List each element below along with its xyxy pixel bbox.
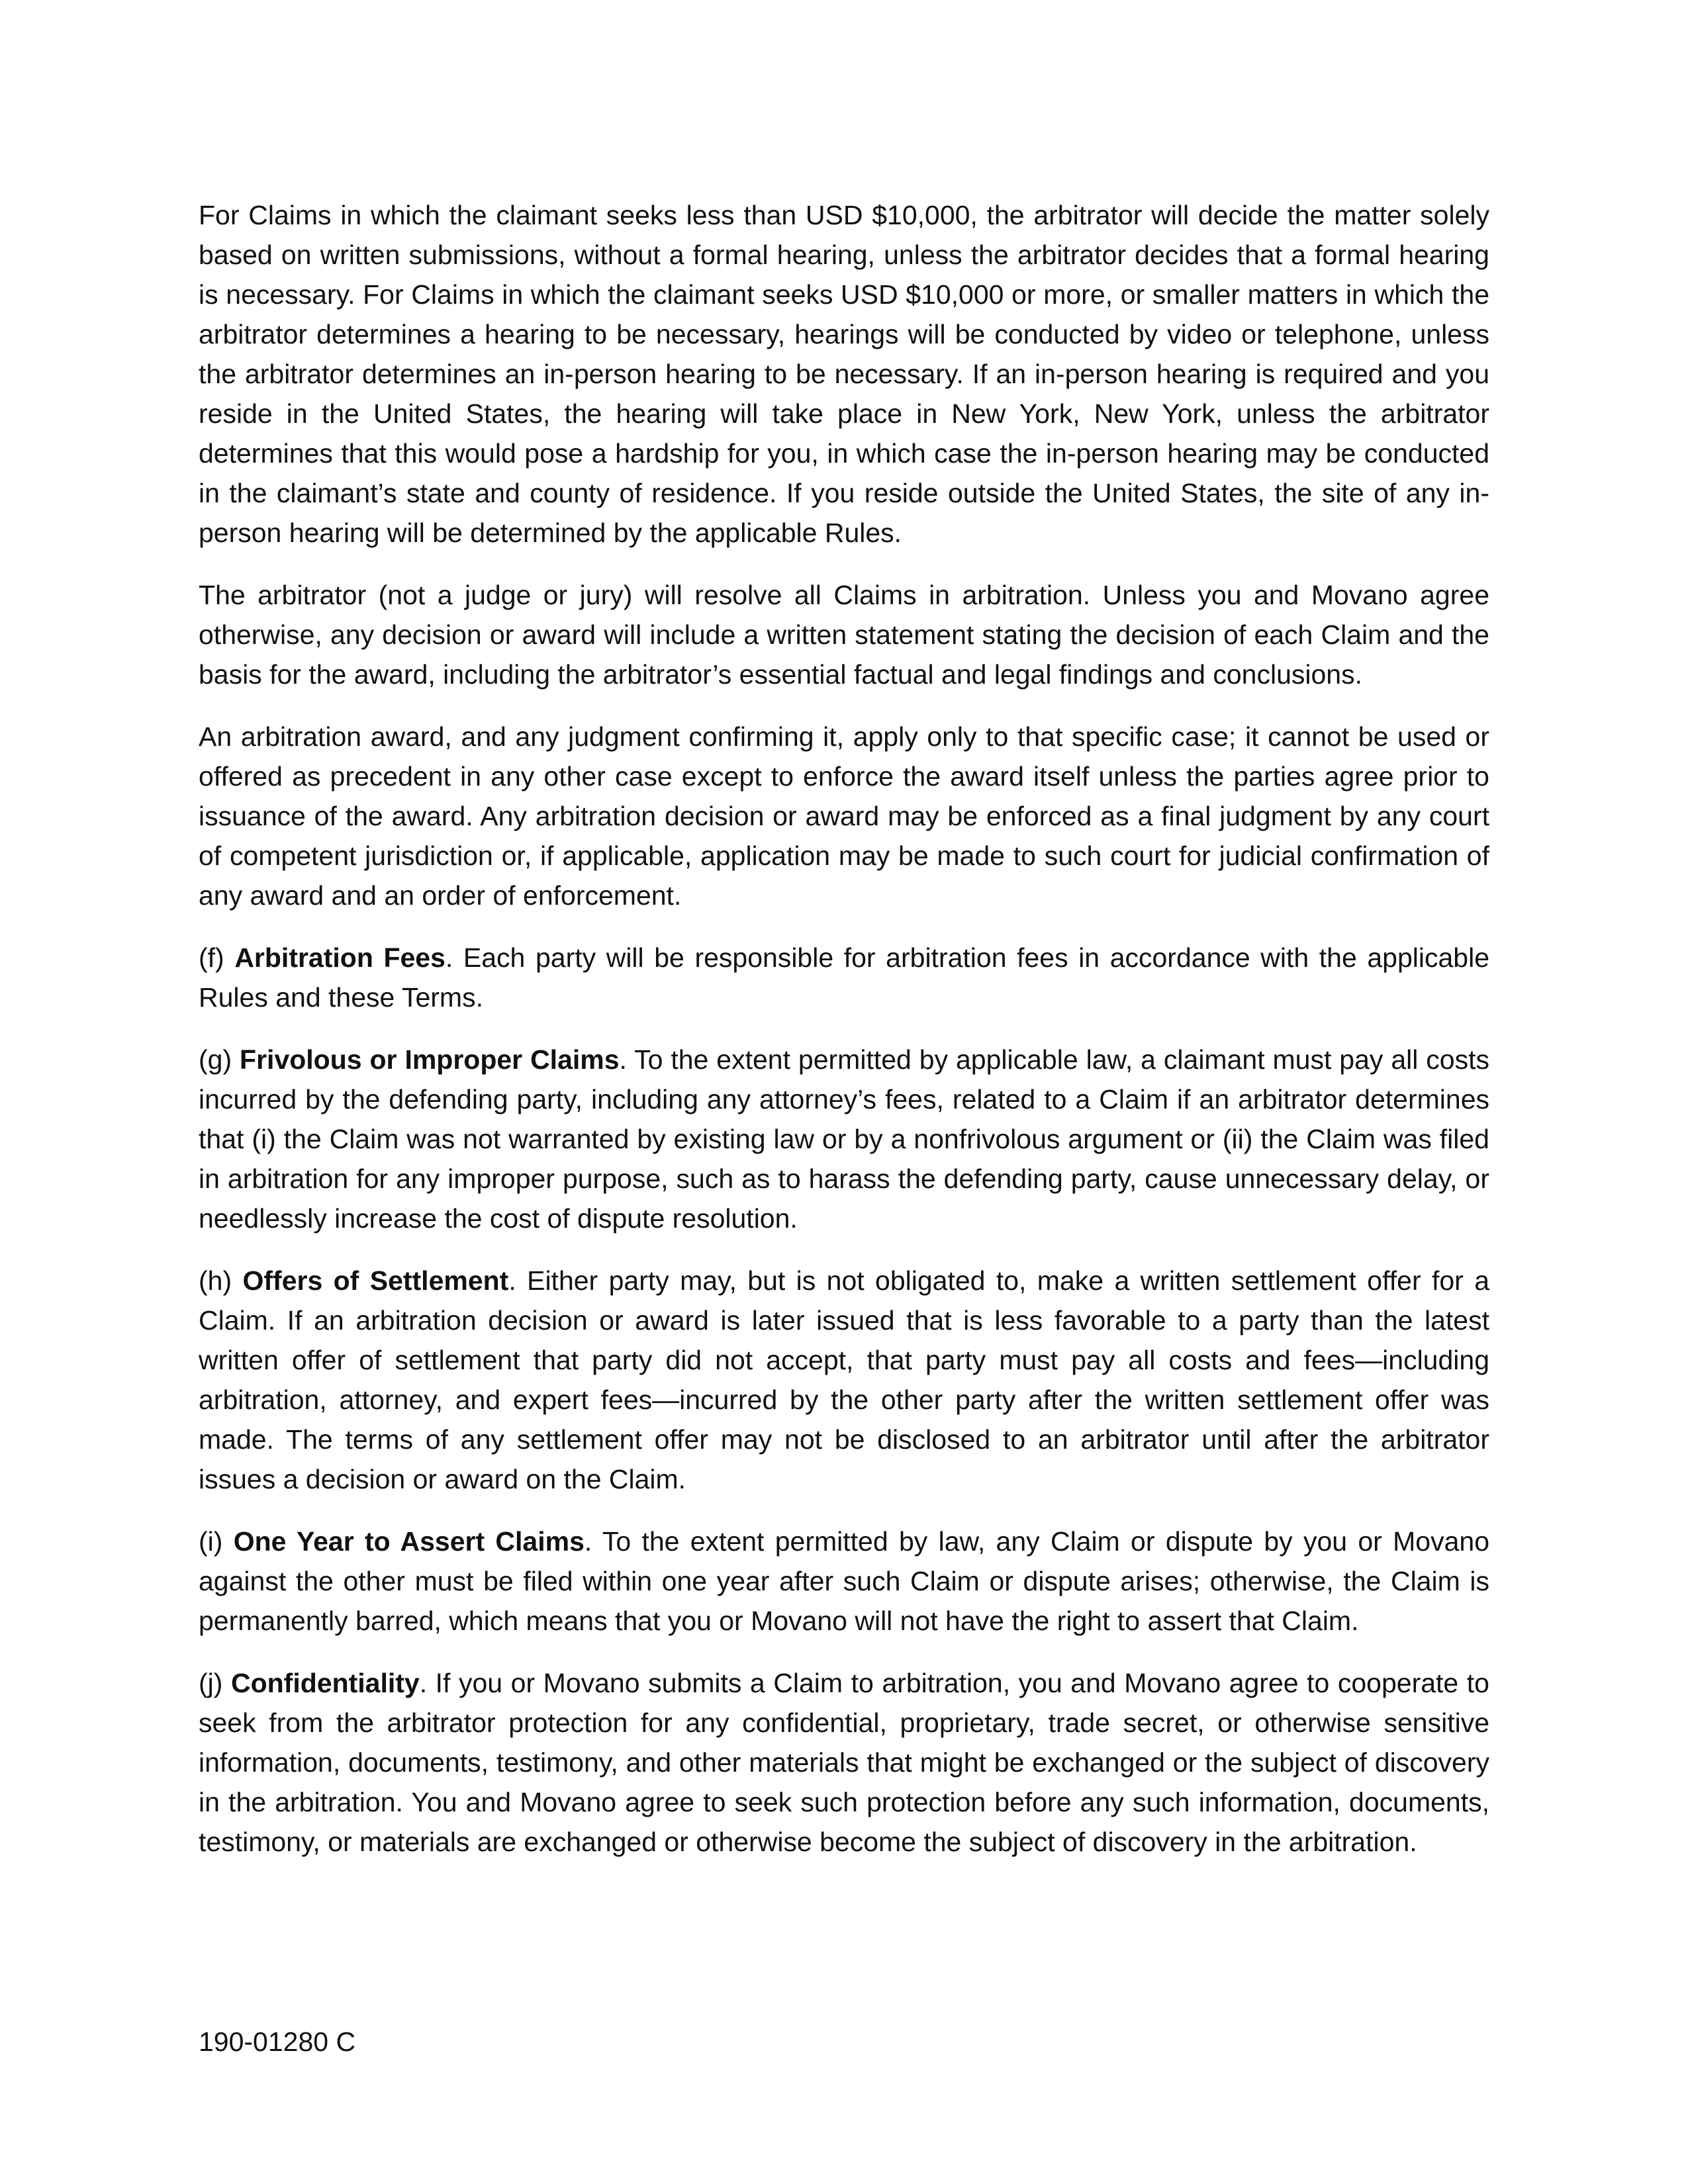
section-label: (i) — [199, 1526, 234, 1557]
section-offers-of-settlement — [199, 1261, 1489, 1499]
section-label: (j) — [199, 1668, 231, 1698]
paragraph-text: An arbitration award, and any judgment confirming it, apply only to that specific case; it cannot be used or offered as precedent in any other case except to enforce the award itself unless the parties agree prior to issuance of the award. Any arbitration decision or award may be enforced as a final judgment by any court of competent jurisdiction or, if applicable, application may be made to such court for judicial confirmation of any award and an order of enforcement. — [199, 721, 1489, 911]
section-arbitration-fees — [199, 938, 1489, 1017]
paragraph-text: The arbitrator (not a judge or jury) will resolve all Claims in arbitration. Unless you and Movano agree otherwise, any decision or award will include a written statement stating the decision of each Claim and the basis for the award, including the arbitrator’s essential factual and legal findings and conclusions. — [199, 580, 1489, 690]
section-text: . Each party will be responsible for arbitration fees in accordance with the applicable Rules and these Terms. — [199, 942, 1490, 1013]
document-body — [199, 195, 1489, 1862]
section-text: . If you or Movano submits a Claim to arbitration, you and Movano agree to cooperate to seek from the arbitrator protection for any confidential, proprietary, trade secret, or otherwise sensitive information, documents, testimony, and other materials that might be exchanged or the subject of discovery in the arbitration. You and Movano agree to seek such protection before any such information, documents, testimony, or materials are exchanged or otherwise become the subject of discovery in the arbitration. — [199, 1668, 1489, 1857]
section-heading: Confidentiality — [230, 1668, 420, 1698]
section-heading: One Year to Assert Claims — [233, 1526, 585, 1557]
section-one-year-claims — [199, 1522, 1489, 1641]
document-footer-code: 190-01280 C — [199, 2026, 356, 2057]
section-confidentiality — [199, 1663, 1489, 1862]
section-text: . To the extent permitted by applicable law, a claimant must pay all costs incurred by the defending party, including any attorney’s fees, related to a Claim if an arbitrator determines that (i) the Claim was not warranted by existing law or by a nonfrivolous argument or (ii) the Claim was filed in arbitration for any improper purpose, such as to harass the defending party, cause unnecessary delay, or needlessly increase the cost of dispute resolution. — [199, 1044, 1489, 1234]
section-heading: Arbitration Fees — [234, 942, 445, 973]
section-label: (f) — [199, 942, 235, 973]
paragraph-hearing-procedure — [199, 195, 1489, 553]
section-frivolous-claims — [199, 1040, 1489, 1238]
section-label: (g) — [199, 1044, 240, 1075]
section-heading: Offers of Settlement — [242, 1265, 509, 1296]
section-heading: Frivolous or Improper Claims — [240, 1044, 620, 1075]
paragraph-award-scope — [199, 717, 1489, 915]
section-text: . To the extent permitted by law, any Claim or dispute by you or Movano against the other must be filed within one year after such Claim or dispute arises; otherwise, the Claim is permanently barred, which means that you or Movano will not have the right to assert that Claim. — [199, 1526, 1489, 1636]
paragraph-text: For Claims in which the claimant seeks less than USD $10,000, the arbitrator will decide the matter solely based on written submissions, without a formal hearing, unless the arbitrator decides that a formal hearing is necessary. For Claims in which the claimant seeks USD $10,000 or more, or smaller matters in which the arbitrator determines a hearing to be necessary, hearings will be conducted by video or telephone, unless the arbitrator determines an in-person hearing to be necessary. If an in-person hearing is required and you reside in the United States, the hearing will take place in New York, New York, unless the arbitrator determines that this would pose a hardship for you, in which case the in-person hearing may be conducted in the claimant’s state and county of residence. If you reside outside the United States, the site of any in-person hearing will be determined by the applicable Rules. — [199, 200, 1489, 548]
section-text: . Either party may, but is not obligated to, make a written settlement offer for a Claim. If an arbitration decision or award is later issued that is less favorable to a party than the latest written offer of settlement that party did not accept, that party must pay all costs and fees—including arbitration, attorney, and expert fees—incurred by the other party after the written settlement offer was made. The terms of any settlement offer may not be disclosed to an arbitrator until after the arbitrator issues a decision or award on the Claim. — [199, 1265, 1490, 1494]
section-label: (h) — [199, 1265, 243, 1296]
paragraph-arbitrator-decision — [199, 575, 1489, 694]
